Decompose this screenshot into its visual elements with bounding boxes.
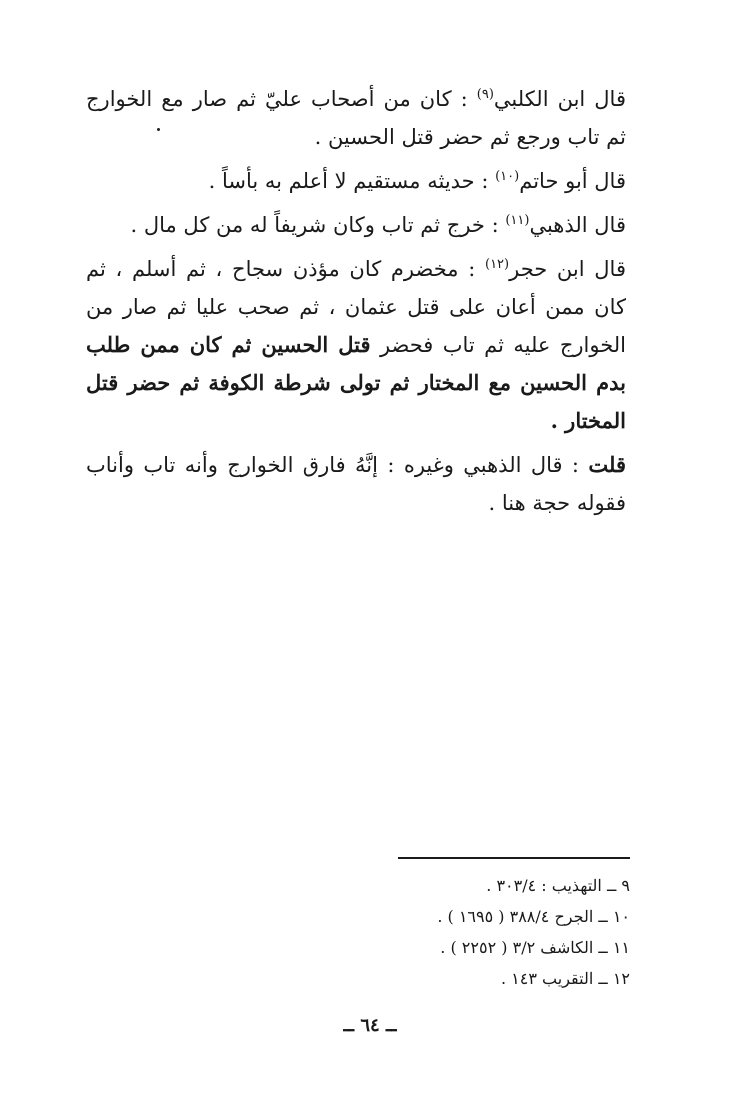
paragraph-lead: قال أبو حاتم	[519, 169, 626, 193]
footnote-9: ٩ ــ التهذيب : ٣٠٣/٤ .	[486, 876, 630, 895]
paragraph-abu-hatim	[86, 162, 646, 200]
paragraph-body: : كان من أصحاب عليّ ثم صار مع الخوارج ثم تاب ورجع ثم حضر قتل الحسين .	[86, 87, 626, 149]
footnote-ref-11[interactable]: (١١)	[505, 213, 530, 228]
footnote-ref-9[interactable]: (٩)	[476, 87, 494, 102]
page-number: ــ ٦٤ ــ	[343, 1015, 397, 1036]
footnote-ref-10[interactable]: (١٠)	[495, 169, 520, 184]
body-text	[86, 80, 646, 528]
paragraph-body: : حديثه مستقيم لا أعلم به بأساً .	[208, 169, 496, 193]
footnote-10: ١٠ ــ الجرح ٣٨٨/٤ ( ١٦٩٥ ) .	[437, 907, 630, 926]
paragraph-dhahabi	[86, 206, 646, 244]
footnote-12: ١٢ ــ التقريب ١٤٣ .	[500, 969, 630, 988]
footnote-ref-12[interactable]: (١٢)	[484, 257, 510, 272]
paragraph-body: : خرج ثم تاب وكان شريفاً له من كل مال .	[130, 213, 506, 237]
footnotes-list	[300, 870, 630, 994]
paragraph-lead: قال الذهبي	[529, 213, 626, 237]
footnote-divider	[398, 857, 630, 859]
paragraph-ibn-hajar	[86, 250, 646, 440]
conclusion-text: : قال الذهبي وغيره : إنَّهُ فارق الخوارج وأنه تاب وأناب فقوله حجة هنا .	[86, 453, 626, 515]
paragraph-bold-tail: قتل الحسين ثم كان ممن طلب بدم الحسين مع المختار ثم تولى شرطة الكوفة ثم حضر قتل المختار .	[86, 332, 626, 433]
paragraph-body: : مخضرم كان مؤذن سجاح ، ثم أسلم ، ثم كان ممن أعان على قتل عثمان ، ثم صحب عليا ثم صار من الخوارج عليه ثم تاب فحضر	[86, 257, 626, 357]
paragraph-lead: قال ابن حجر	[509, 257, 626, 281]
footnote-11: ١١ ــ الكاشف ٣/٢ ( ٢٢٥٢ ) .	[440, 938, 630, 957]
paragraph-conclusion	[86, 446, 646, 522]
paragraph-lead: قال ابن الكلبي	[493, 87, 626, 111]
conclusion-label: قلت	[588, 452, 626, 477]
paragraph-ibn-alkalbi	[86, 80, 646, 156]
